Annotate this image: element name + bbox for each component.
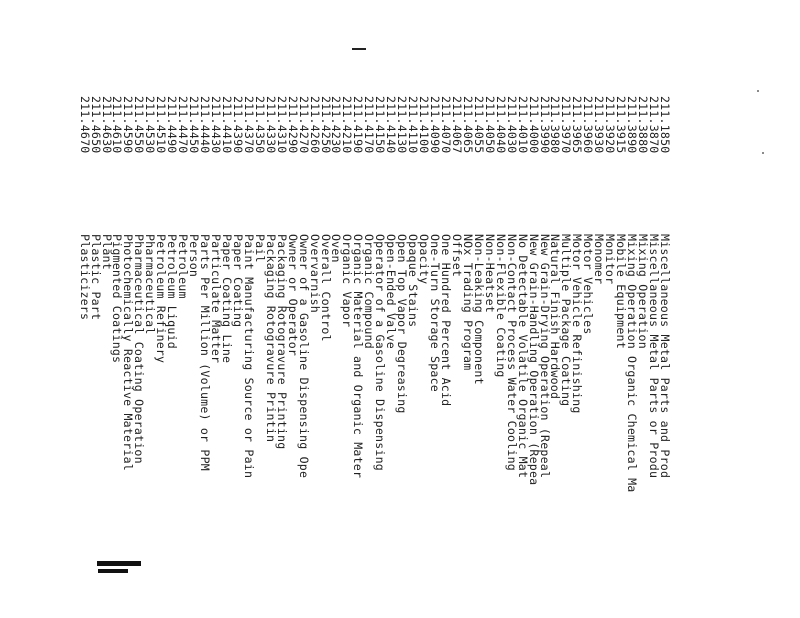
section-number: 211.4250: [318, 96, 333, 154]
scan-smudge: [98, 569, 128, 573]
section-title: Non-Heatset: [482, 234, 497, 313]
section-title: Pigmented Coatings: [110, 234, 125, 364]
section-title: Oven: [329, 234, 344, 263]
section-number: 211.3870: [647, 96, 662, 154]
section-title: No Detectable Volatile Organic Mat: [515, 234, 530, 479]
section-number: 211.3915: [614, 96, 629, 154]
section-title: Paint Manufacturing Source or Pain: [241, 234, 256, 479]
section-number: 211.4650: [88, 96, 103, 154]
page-mark: [352, 48, 366, 50]
section-title: Offset: [449, 234, 464, 278]
section-number: 211.4530: [143, 96, 158, 154]
section-number: 211.4390: [230, 96, 245, 154]
section-title: Petroleum Liquid: [165, 234, 180, 349]
section-number: 211.4170: [362, 96, 377, 154]
section-title: Plasticizers: [77, 234, 92, 321]
section-title: Petroleum Refinery: [154, 234, 169, 364]
section-title: Photochemically Reactive Material: [121, 234, 136, 471]
section-title: Miscellaneous Metal Parts or Produ: [647, 234, 662, 479]
section-title: Owner or Operator: [285, 234, 300, 357]
section-title: Motor Vehicles: [581, 234, 596, 335]
section-title: Petroleum: [176, 234, 191, 299]
definitions-list: [70, 96, 670, 616]
section-number: 211.4010: [515, 96, 530, 154]
section-title: New Grain-Handling Operation (Repea: [526, 234, 541, 486]
section-number: 211.4030: [504, 96, 519, 154]
section-title: Organic Material and Organic Mater: [351, 234, 366, 479]
section-number: 211.4140: [384, 96, 399, 154]
section-number: 211.3920: [603, 96, 618, 154]
section-title: Monitor: [603, 234, 618, 285]
section-title: Mobile Equipment: [614, 234, 629, 349]
section-title: Non-Leaking Component: [471, 234, 486, 385]
section-number: 211.3970: [559, 96, 574, 154]
section-number: 211.4450: [187, 96, 202, 154]
section-title: Overall Control: [318, 234, 333, 342]
section-title: New Grain-Drying Operation (Repeal: [537, 234, 552, 479]
section-title: Operator of a Gasoline Dispensing: [373, 234, 388, 471]
section-number: 211.4190: [351, 96, 366, 154]
section-number: 211.3930: [592, 96, 607, 154]
section-number: 211.4630: [99, 96, 114, 154]
section-number: 211.3890: [625, 96, 640, 154]
section-title: Monomer: [592, 234, 607, 285]
section-title: Organic Vapor: [340, 234, 355, 328]
section-title: Packaging Rotogravure Printing: [274, 234, 289, 450]
section-title: Opaque Stains: [406, 234, 421, 328]
section-number: 211.3960: [581, 96, 596, 154]
section-title: Packaging Rotogravure Printin: [263, 234, 278, 443]
section-title: Plastic Part: [88, 234, 103, 321]
section-number: 211.4230: [329, 96, 344, 154]
section-title: Paper Coating: [230, 234, 245, 328]
section-title: One Hundred Percent Acid: [439, 234, 453, 407]
section-number: 211.4510: [154, 96, 169, 154]
section-number: 211.4310: [274, 96, 289, 154]
section-title: One-Turn Storage Space: [428, 234, 443, 392]
section-number: 211.4410: [220, 96, 234, 154]
section-number: 211.4065: [460, 96, 475, 154]
section-number: 211.3965: [570, 96, 585, 154]
section-number: 211.4070: [439, 96, 453, 154]
section-number: 211.4260: [307, 96, 322, 154]
section-number: 211.4430: [209, 96, 224, 154]
section-number: 211.4470: [176, 96, 191, 154]
section-title: Multiple Package Coating: [559, 234, 574, 407]
section-number: 211.4440: [198, 96, 213, 154]
scan-speck: [762, 152, 764, 154]
section-title: Natural Finish Hardwood: [548, 234, 563, 400]
section-number: 211.4670: [77, 96, 92, 154]
section-number: 211.4150: [373, 96, 388, 154]
section-number: 211.4000: [526, 96, 541, 154]
section-number: 211.4040: [493, 96, 508, 154]
section-number: 211.4067: [449, 96, 464, 154]
section-number: 211.4055: [471, 96, 486, 154]
scan-speck: [757, 90, 759, 92]
section-title: Non-Contact Process Water Cooling: [504, 234, 519, 471]
scan-smudge: [97, 561, 141, 566]
section-title: Organic Compound: [362, 234, 377, 349]
section-number: 211.4590: [121, 96, 136, 154]
section-title: Mixing Operation: [636, 234, 651, 349]
section-number: 211.3990: [537, 96, 552, 154]
section-number: 211.4610: [110, 96, 125, 154]
section-number: 211.3880: [636, 96, 651, 154]
section-number: 211.4130: [395, 96, 410, 154]
section-number: 211.4100: [417, 96, 432, 154]
section-title: Open-Ended Valve: [384, 234, 399, 349]
section-number: 211.4270: [296, 96, 311, 154]
section-title: Pharmaceutical: [143, 234, 158, 335]
section-number: 211.1850: [658, 96, 672, 154]
section-number: 211.4090: [428, 96, 443, 154]
section-number: 211.4050: [482, 96, 497, 154]
section-title: Open Top Vapor Degreasing: [395, 234, 410, 414]
section-title: Person: [187, 234, 202, 278]
section-number: 211.4490: [165, 96, 180, 154]
section-number: 211.4110: [406, 96, 421, 154]
section-number: 211.4370: [241, 96, 256, 154]
section-title: Parts Per Million (Volume) or PPM: [198, 234, 213, 471]
section-number: 211.4550: [132, 96, 147, 154]
section-title: Non-Flexible Coating: [493, 234, 508, 378]
section-title: Miscellaneous Metal Parts and Prod: [658, 234, 672, 479]
section-number: 211.4290: [285, 96, 300, 154]
section-title: Paper Coating Line: [220, 234, 234, 364]
section-title: Pail: [252, 234, 267, 263]
section-number: 211.4330: [263, 96, 278, 154]
section-title: Motor Vehicle Refinishing: [570, 234, 585, 414]
section-title: Opacity: [417, 234, 432, 285]
section-number: 211.3980: [548, 96, 563, 154]
section-title: Mixing Operation Organic Chemical Ma: [625, 234, 640, 493]
section-title: Particulate Matter: [209, 234, 224, 364]
section-number: 211.4350: [252, 96, 267, 154]
section-title: Owner of a Gasoline Dispensing Ope: [296, 234, 311, 479]
section-title: Plant: [99, 234, 114, 270]
section-title: Pharmaceutical Coating Operation: [132, 234, 147, 464]
section-number: 211.4210: [340, 96, 355, 154]
section-title: Overvarnish: [307, 234, 322, 313]
section-title: NOx Trading Program: [460, 234, 475, 371]
